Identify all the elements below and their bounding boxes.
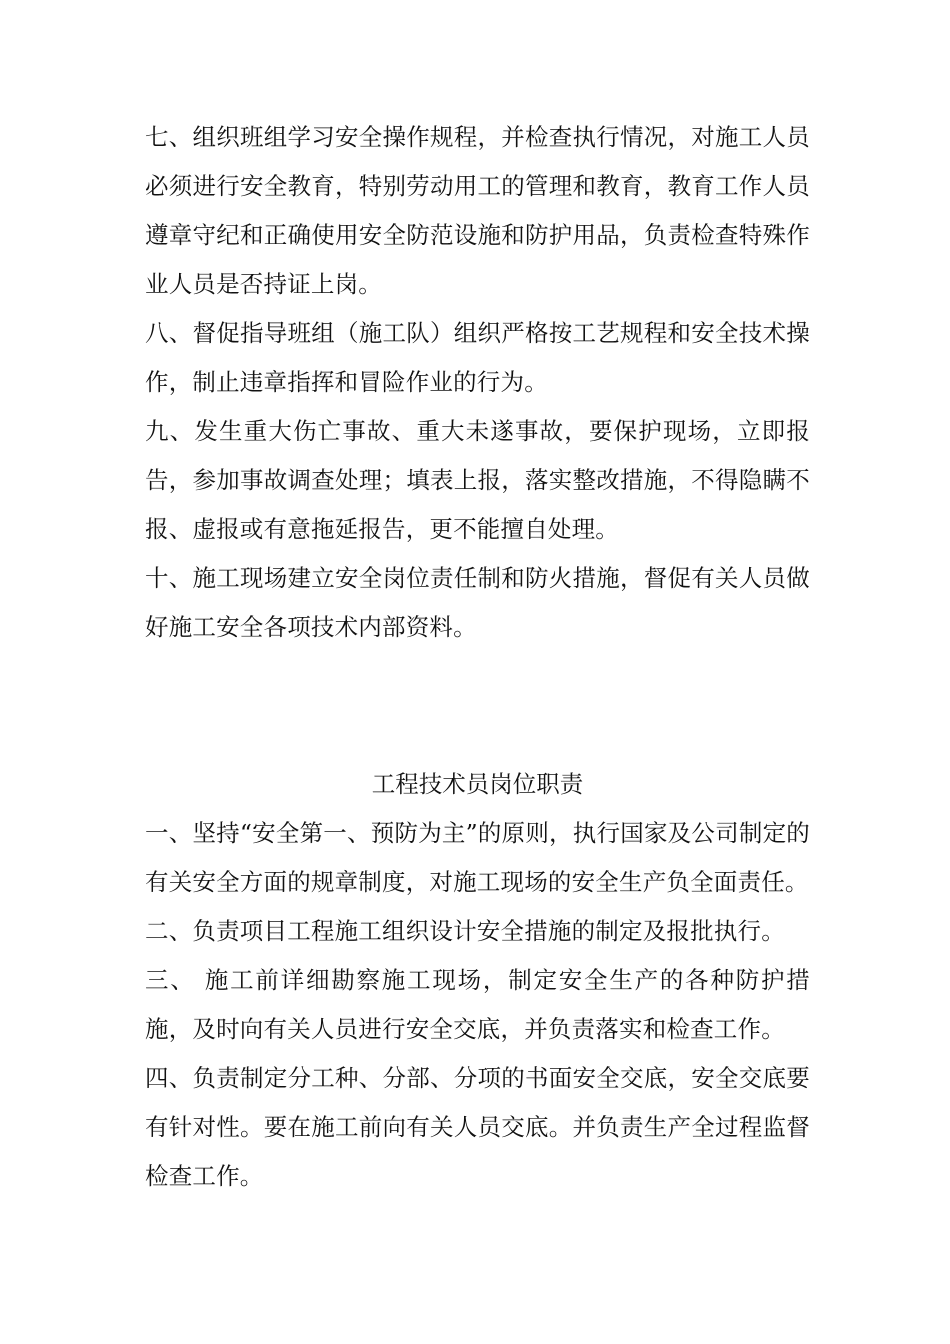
paragraph-item-4: 四、负责制定分工种、分部、分项的书面安全交底，安全交底要有针对性。要在施工前向有关人员交底。并负责生产全过程监督检查工作。 <box>145 1064 810 1190</box>
paragraph-item-9: 九、发生重大伤亡事故、重大未遂事故，要保护现场，立即报告，参加事故调查处理；填表上报，落实整改措施，不得隐瞒不报、虚报或有意拖延报告，更不能擅自处理。 <box>145 417 810 543</box>
responsibilities-continued <box>145 113 810 652</box>
paragraph-item-8: 八、督促指导班组（施工队）组织严格按工艺规程和安全技术操作，制止违章指挥和冒险作业的行为。 <box>145 319 810 396</box>
paragraph-item-7: 七、组织班组学习安全操作规程，并检查执行情况，对施工人员必须进行安全教育，特别劳动用工的管理和教育，教育工作人员遵章守纪和正确使用安全防范设施和防护用品，负责检查特殊作业人员是否持证上岗。 <box>145 123 810 298</box>
technician-duties-section <box>145 760 810 1201</box>
paragraph-item-10: 十、施工现场建立安全岗位责任制和防火措施，督促有关人员做好施工安全各项技术内部资料。 <box>145 564 810 641</box>
paragraph-item-3: 三、 施工前详细勘察施工现场，制定安全生产的各种防护措施，及时向有关人员进行安全交底，并负责落实和检查工作。 <box>145 966 810 1043</box>
paragraph-item-1: 一、坚持“安全第一、预防为主”的原则，执行国家及公司制定的有关安全方面的规章制度，对施工现场的安全生产负全面责任。 <box>145 819 810 896</box>
paragraph-item-2: 二、负责项目工程施工组织设计安全措施的制定及报批执行。 <box>145 917 785 945</box>
section-title: 工程技术员岗位职责 <box>371 770 584 798</box>
